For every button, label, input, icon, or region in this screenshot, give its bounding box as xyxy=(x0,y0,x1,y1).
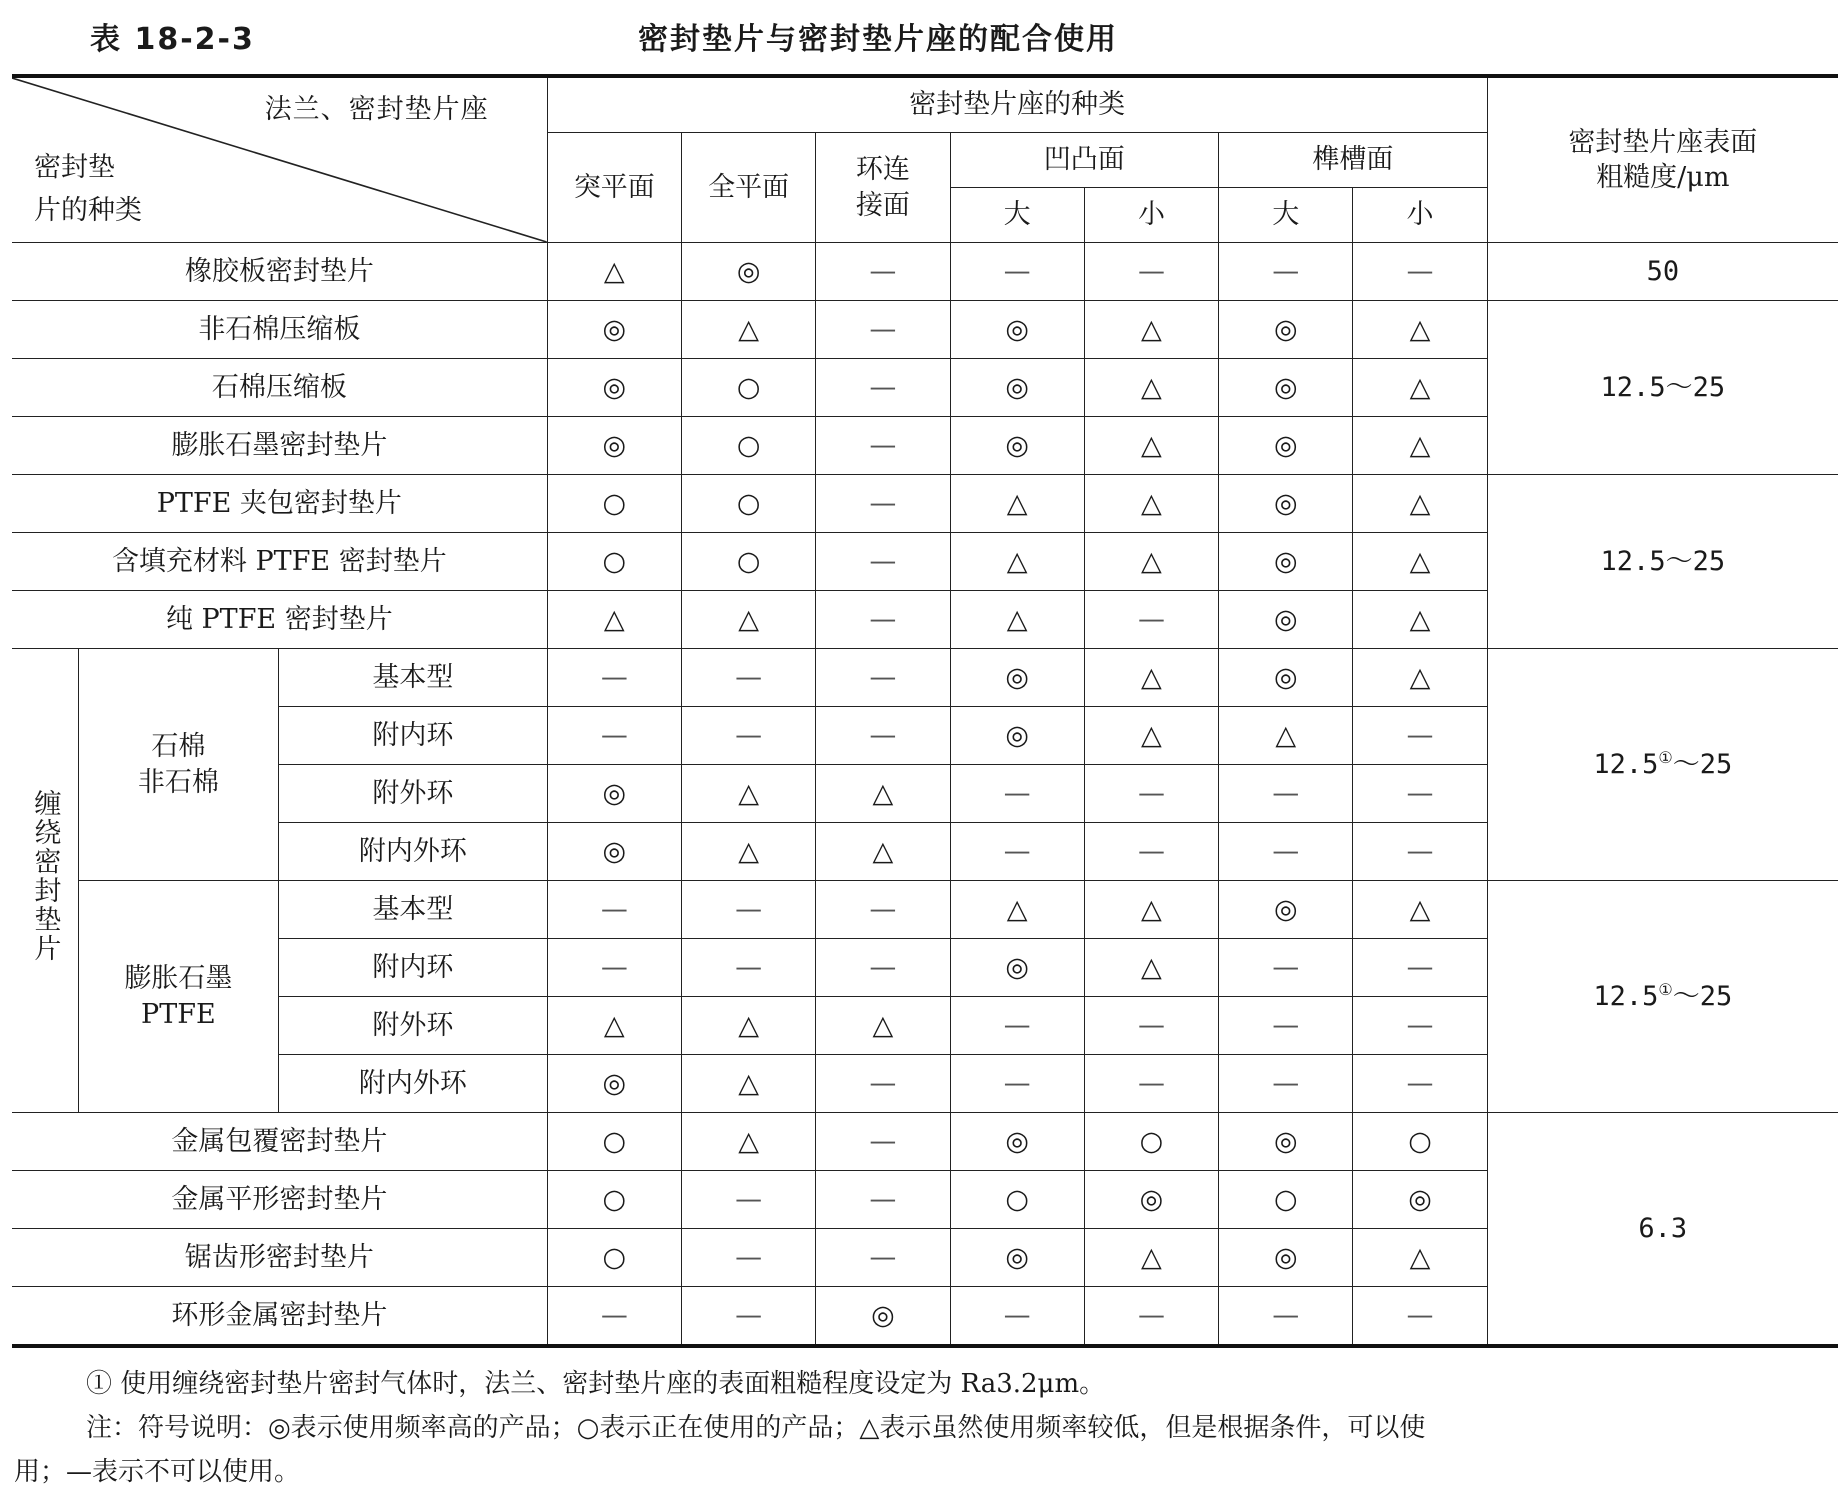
symbol-cell: ◎ xyxy=(1219,591,1353,649)
table-row xyxy=(12,243,1838,301)
symbol-cell: ○ xyxy=(681,417,815,475)
symbol-cell: — xyxy=(547,881,681,939)
symbol-cell: — xyxy=(950,1055,1084,1113)
table-title: 密封垫片与密封垫片座的配合使用 xyxy=(638,22,1118,57)
symbol-cell: △ xyxy=(1353,533,1487,591)
symbol-cell: ◎ xyxy=(950,359,1084,417)
symbol-cell: — xyxy=(1084,823,1218,881)
symbol-cell: △ xyxy=(547,591,681,649)
symbol-cell: — xyxy=(1353,823,1487,881)
symbol-cell: — xyxy=(1219,1055,1353,1113)
symbol-cell: ◎ xyxy=(1219,533,1353,591)
symbol-cell: △ xyxy=(1084,417,1218,475)
table-header xyxy=(90,14,1840,62)
symbol-cell: — xyxy=(1219,939,1353,997)
asbestos-subgroup-label xyxy=(78,649,278,881)
symbol-cell: ◎ xyxy=(950,301,1084,359)
roughness-header-l1: 密封垫片座表面 xyxy=(1568,126,1758,158)
symbol-cell: — xyxy=(816,359,950,417)
table-number: 表 18-2-3 xyxy=(90,22,255,57)
asbestos-subgroup-l1: 石棉 xyxy=(151,731,206,763)
symbol-cell: — xyxy=(1353,997,1487,1055)
symbol-cell: △ xyxy=(1084,475,1218,533)
symbol-cell: ○ xyxy=(1353,1113,1487,1171)
symbol-cell: — xyxy=(950,765,1084,823)
symbol-cell: △ xyxy=(681,997,815,1055)
symbol-cell: △ xyxy=(547,243,681,301)
col-male-female-large: 大 xyxy=(950,188,1084,243)
symbol-cell: — xyxy=(547,707,681,765)
roughness-value-a: 12.5 xyxy=(1593,748,1659,780)
table-notes xyxy=(14,1362,1840,1494)
table-row xyxy=(12,301,1838,359)
symbol-cell: — xyxy=(1353,765,1487,823)
col-male-female: 凹凸面 xyxy=(950,133,1219,188)
symbol-cell: △ xyxy=(681,1055,815,1113)
symbol-cell: ◎ xyxy=(547,823,681,881)
symbol-cell: △ xyxy=(681,591,815,649)
symbol-cell: △ xyxy=(1353,359,1487,417)
footnote-mark: ① xyxy=(1658,979,1673,999)
symbol-cell: — xyxy=(1219,823,1353,881)
symbol-cell: — xyxy=(1353,707,1487,765)
symbol-cell: — xyxy=(816,301,950,359)
symbol-cell: ○ xyxy=(1219,1171,1353,1229)
spiral-wound-group-text: 缠绕密封垫片 xyxy=(29,788,61,963)
symbol-cell: ○ xyxy=(547,1229,681,1287)
spiral-wound-group-label xyxy=(12,649,78,1113)
symbol-cell: — xyxy=(681,649,815,707)
row-label: 附外环 xyxy=(279,997,548,1055)
row-label: 附外环 xyxy=(279,765,548,823)
graphite-subgroup-l1: 膨胀石墨 xyxy=(124,963,233,995)
row-label: 附内环 xyxy=(279,939,548,997)
symbol-cell: ◎ xyxy=(547,417,681,475)
corner-gasket-label xyxy=(34,146,142,232)
symbol-cell: △ xyxy=(1353,591,1487,649)
symbol-cell: — xyxy=(681,1287,815,1347)
row-label: 非石棉压缩板 xyxy=(12,301,547,359)
roughness-header xyxy=(1487,76,1838,243)
roughness-value: 12.5～25 xyxy=(1487,301,1838,475)
col-tongue-groove: 榫槽面 xyxy=(1219,133,1488,188)
symbol-cell: — xyxy=(1219,997,1353,1055)
row-label: 基本型 xyxy=(279,649,548,707)
row-label: 纯 PTFE 密封垫片 xyxy=(12,591,547,649)
table-row xyxy=(12,881,1838,939)
symbol-cell: ◎ xyxy=(950,1113,1084,1171)
col-full-face: 全平面 xyxy=(681,133,815,243)
symbol-cell: ◎ xyxy=(547,1055,681,1113)
symbol-cell: ◎ xyxy=(950,417,1084,475)
symbol-cell: — xyxy=(816,591,950,649)
symbol-cell: ○ xyxy=(681,475,815,533)
symbol-cell: △ xyxy=(1084,1229,1218,1287)
col-raised-face: 突平面 xyxy=(547,133,681,243)
symbol-cell: ◎ xyxy=(816,1287,950,1347)
roughness-value xyxy=(1487,649,1838,881)
symbol-cell: — xyxy=(1353,243,1487,301)
col-tongue-groove-small: 小 xyxy=(1353,188,1487,243)
symbol-cell: — xyxy=(681,1229,815,1287)
roughness-value: 50 xyxy=(1487,243,1838,301)
symbol-cell: — xyxy=(950,1287,1084,1347)
symbol-cell: △ xyxy=(681,301,815,359)
symbol-cell: ◎ xyxy=(950,1229,1084,1287)
symbol-cell: ◎ xyxy=(1219,417,1353,475)
symbol-cell: — xyxy=(1353,1287,1487,1347)
symbol-cell: — xyxy=(816,1055,950,1113)
table-row xyxy=(12,1113,1838,1171)
symbol-cell: ○ xyxy=(547,1113,681,1171)
symbol-cell: — xyxy=(816,1171,950,1229)
symbol-cell: ◎ xyxy=(1353,1171,1487,1229)
symbol-cell: ◎ xyxy=(1084,1171,1218,1229)
symbol-cell: — xyxy=(1353,1055,1487,1113)
corner-flange-label: 法兰、密封垫片座 xyxy=(264,94,489,125)
symbol-cell: ○ xyxy=(681,359,815,417)
symbol-cell: ◎ xyxy=(547,359,681,417)
symbol-cell: — xyxy=(816,939,950,997)
row-label: 环形金属密封垫片 xyxy=(12,1287,547,1347)
corner-gasket-label-l2: 片的种类 xyxy=(34,194,142,226)
symbol-cell: — xyxy=(1084,1055,1218,1113)
symbol-cell: — xyxy=(816,243,950,301)
symbol-cell: △ xyxy=(681,823,815,881)
legend-note xyxy=(14,1406,1840,1494)
symbol-cell: △ xyxy=(1084,301,1218,359)
symbol-cell: — xyxy=(547,649,681,707)
symbol-cell: ◎ xyxy=(1219,1113,1353,1171)
symbol-cell: △ xyxy=(547,997,681,1055)
symbol-cell: ○ xyxy=(1084,1113,1218,1171)
symbol-cell: △ xyxy=(681,765,815,823)
symbol-cell: ◎ xyxy=(1219,881,1353,939)
symbol-cell: △ xyxy=(1353,1229,1487,1287)
footnote-mark: ① xyxy=(1658,747,1673,767)
symbol-cell: ◎ xyxy=(547,765,681,823)
symbol-cell: ◎ xyxy=(1219,359,1353,417)
roughness-value xyxy=(1487,881,1838,1113)
symbol-cell: ○ xyxy=(547,1171,681,1229)
asbestos-subgroup-l2: 非石棉 xyxy=(137,766,219,798)
symbol-cell: — xyxy=(950,243,1084,301)
symbol-cell: — xyxy=(816,881,950,939)
col-ring-joint-l2: 接面 xyxy=(855,189,910,221)
symbol-cell: △ xyxy=(1084,939,1218,997)
symbol-cell: △ xyxy=(1353,649,1487,707)
symbol-cell: △ xyxy=(950,591,1084,649)
footnote-text: ① 使用缠绕密封垫片密封气体时，法兰、密封垫片座的表面粗糙程度设定为 Ra3.2μm。 xyxy=(86,1369,1106,1399)
symbol-cell: — xyxy=(547,1287,681,1347)
symbol-cell: ○ xyxy=(950,1171,1084,1229)
symbol-cell: ○ xyxy=(681,533,815,591)
symbol-cell: — xyxy=(1084,997,1218,1055)
col-male-female-small: 小 xyxy=(1084,188,1218,243)
symbol-cell: △ xyxy=(1219,707,1353,765)
symbol-cell: — xyxy=(1084,243,1218,301)
row-label: 含填充材料 PTFE 密封垫片 xyxy=(12,533,547,591)
graphite-subgroup-l2: PTFE xyxy=(141,998,216,1030)
symbol-cell: ◎ xyxy=(681,243,815,301)
symbol-cell: — xyxy=(1219,1287,1353,1347)
table-row xyxy=(12,649,1838,707)
symbol-cell: △ xyxy=(816,823,950,881)
row-label: 附内外环 xyxy=(279,823,548,881)
symbol-cell: △ xyxy=(1353,475,1487,533)
row-label: 锯齿形密封垫片 xyxy=(12,1229,547,1287)
roughness-value: 6.3 xyxy=(1487,1113,1838,1347)
diagonal-corner-header xyxy=(12,76,547,243)
corner-gasket-label-l1: 密封垫 xyxy=(34,151,115,183)
symbol-cell: — xyxy=(681,707,815,765)
row-label: 石棉压缩板 xyxy=(12,359,547,417)
row-label: 附内环 xyxy=(279,707,548,765)
legend-note-l2: 用；—表示不可以使用。 xyxy=(14,1457,301,1487)
symbol-cell: △ xyxy=(950,475,1084,533)
symbol-cell: — xyxy=(547,939,681,997)
roughness-value: 12.5～25 xyxy=(1487,475,1838,649)
symbol-cell: △ xyxy=(1084,707,1218,765)
symbol-cell: — xyxy=(1219,765,1353,823)
symbol-cell: — xyxy=(1219,243,1353,301)
symbol-cell: ◎ xyxy=(1219,1229,1353,1287)
symbol-cell: △ xyxy=(1084,649,1218,707)
row-label: 金属包覆密封垫片 xyxy=(12,1113,547,1171)
symbol-cell: △ xyxy=(1084,533,1218,591)
row-label: 橡胶板密封垫片 xyxy=(12,243,547,301)
symbol-cell: — xyxy=(1353,939,1487,997)
symbol-cell: ◎ xyxy=(1219,649,1353,707)
symbol-cell: — xyxy=(816,417,950,475)
roughness-header-l2: 粗糙度/μm xyxy=(1596,162,1730,193)
legend-note-l1: 注：符号说明：◎表示使用频率高的产品；○表示正在使用的产品；△表示虽然使用频率较低，但是根据条件，可以使 xyxy=(86,1413,1426,1443)
symbol-cell: — xyxy=(1084,591,1218,649)
symbol-cell: ◎ xyxy=(547,301,681,359)
symbol-cell: — xyxy=(681,1171,815,1229)
symbol-cell: — xyxy=(950,823,1084,881)
symbol-cell: △ xyxy=(1353,301,1487,359)
symbol-cell: △ xyxy=(950,881,1084,939)
symbol-cell: — xyxy=(681,939,815,997)
roughness-value-a: 12.5 xyxy=(1593,980,1659,1012)
col-tongue-groove-large: 大 xyxy=(1219,188,1353,243)
roughness-value-b: ～25 xyxy=(1672,748,1733,780)
graphite-ptfe-subgroup-label xyxy=(78,881,278,1113)
symbol-cell: — xyxy=(816,475,950,533)
symbol-cell: — xyxy=(816,533,950,591)
symbol-cell: △ xyxy=(816,765,950,823)
symbol-cell: △ xyxy=(1084,359,1218,417)
symbol-cell: ◎ xyxy=(950,939,1084,997)
row-label: 基本型 xyxy=(279,881,548,939)
col-ring-joint xyxy=(816,133,950,243)
symbol-cell: — xyxy=(1084,1287,1218,1347)
row-label: 金属平形密封垫片 xyxy=(12,1171,547,1229)
row-label: 附内外环 xyxy=(279,1055,548,1113)
seat-type-group-header: 密封垫片座的种类 xyxy=(547,76,1487,133)
table-row xyxy=(12,475,1838,533)
symbol-cell: △ xyxy=(1084,881,1218,939)
symbol-cell: △ xyxy=(816,997,950,1055)
row-label: PTFE 夹包密封垫片 xyxy=(12,475,547,533)
symbol-cell: △ xyxy=(950,533,1084,591)
symbol-cell: — xyxy=(950,997,1084,1055)
row-label: 膨胀石墨密封垫片 xyxy=(12,417,547,475)
symbol-cell: △ xyxy=(681,1113,815,1171)
symbol-cell: — xyxy=(1084,765,1218,823)
symbol-cell: — xyxy=(816,707,950,765)
symbol-cell: △ xyxy=(1353,881,1487,939)
symbol-cell: ○ xyxy=(547,475,681,533)
symbol-cell: ◎ xyxy=(1219,475,1353,533)
col-ring-joint-l1: 环连 xyxy=(855,154,910,186)
symbol-cell: △ xyxy=(1353,417,1487,475)
symbol-cell: — xyxy=(816,1113,950,1171)
symbol-cell: ○ xyxy=(547,533,681,591)
roughness-value-b: ～25 xyxy=(1672,980,1733,1012)
symbol-cell: ◎ xyxy=(1219,301,1353,359)
symbol-cell: — xyxy=(816,649,950,707)
symbol-cell: ◎ xyxy=(950,649,1084,707)
symbol-cell: — xyxy=(816,1229,950,1287)
symbol-cell: — xyxy=(681,881,815,939)
symbol-cell: ◎ xyxy=(950,707,1084,765)
gasket-compatibility-table xyxy=(12,74,1838,1348)
